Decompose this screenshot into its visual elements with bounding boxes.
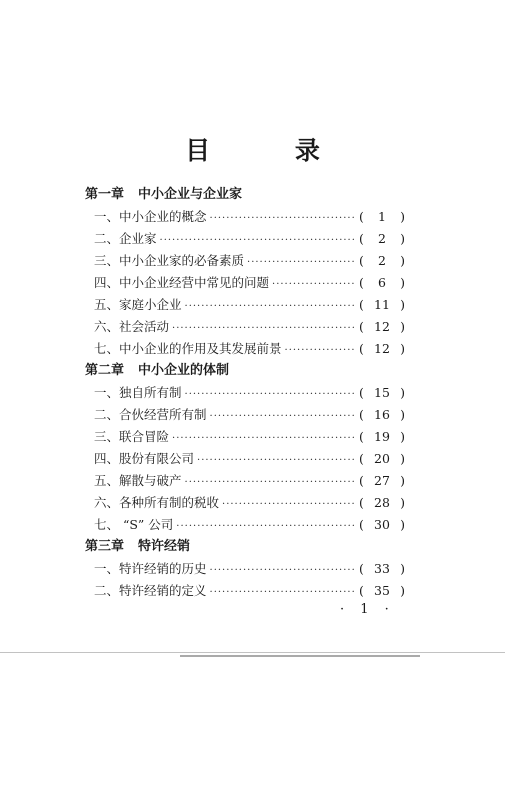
entry-page: ( 12 ): [359, 338, 405, 360]
dot-leader: [176, 516, 356, 538]
page-number: 15: [374, 385, 390, 400]
dot-leader: [197, 450, 356, 472]
toc-entry: [85, 316, 405, 338]
entry-label: 一、独自所有制: [94, 385, 182, 400]
page-number: 2: [378, 231, 386, 246]
entry-page: ( 35 ): [359, 580, 405, 602]
entry-label: 五、解散与破产: [94, 473, 182, 488]
dot-leader: [222, 494, 356, 516]
toc-entry: [85, 338, 405, 360]
entry-label: 五、家庭小企业: [94, 297, 182, 312]
dot-leader: [272, 274, 356, 296]
page-number: 20: [374, 451, 390, 466]
page-folio: · 1 ·: [340, 602, 395, 617]
entry-label: 六、社会活动: [94, 319, 170, 334]
toc-entry: [85, 558, 405, 580]
entry-page: ( 30 ): [359, 514, 405, 536]
page-number: 27: [374, 473, 390, 488]
entry-page: ( 33 ): [359, 558, 405, 580]
toc-entry: [85, 206, 405, 228]
chapter-name: 特许经销: [138, 539, 191, 554]
entry-page: ( 15 ): [359, 382, 405, 404]
entry-page: ( 12 ): [359, 316, 405, 338]
toc-entry: [85, 250, 405, 272]
entry-page: ( 6 ): [359, 272, 405, 294]
entry-page: ( 2 ): [359, 250, 405, 272]
entry-page: ( 27 ): [359, 470, 405, 492]
dot-leader: [172, 318, 356, 340]
page-number: 30: [374, 517, 390, 532]
entry-label: 三、中小企业家的必备素质: [94, 253, 245, 268]
chapter-name: 中小企业的体制: [138, 363, 230, 378]
dot-leader: [172, 428, 356, 450]
dot-leader: [285, 340, 356, 362]
chapter-number: 第一章: [85, 187, 125, 202]
entry-label: 七、中小企业的作用及其发展前景: [94, 341, 282, 356]
entry-page: ( 11 ): [359, 294, 405, 316]
page-number: 19: [374, 429, 390, 444]
scan-edge-line: [180, 655, 420, 657]
page-number: 11: [374, 297, 390, 312]
entry-label: 四、中小企业经营中常见的问题: [94, 275, 270, 290]
entry-label: 七、 “S” 公司: [94, 517, 174, 532]
page-number: 16: [374, 407, 390, 422]
page-number: 35: [374, 583, 390, 598]
entry-page: ( 16 ): [359, 404, 405, 426]
chapter-heading: [85, 360, 405, 382]
entry-label: 四、股份有限公司: [94, 451, 195, 466]
dot-leader: [185, 472, 356, 494]
toc-entry: [85, 492, 405, 514]
toc-entry: [85, 580, 405, 602]
chapter-number: 第三章: [85, 539, 125, 554]
table-of-contents: [85, 184, 405, 602]
dot-leader: [160, 230, 356, 252]
page-number: 28: [374, 495, 390, 510]
page-number: 12: [374, 341, 390, 356]
toc-entry: [85, 272, 405, 294]
dot-leader: [210, 560, 356, 582]
entry-page: ( 28 ): [359, 492, 405, 514]
dot-leader: [185, 384, 356, 406]
toc-entry: [85, 294, 405, 316]
entry-page: ( 19 ): [359, 426, 405, 448]
toc-entry: [85, 426, 405, 448]
chapter-heading: [85, 184, 405, 206]
toc-entry: [85, 470, 405, 492]
entry-page: ( 2 ): [359, 228, 405, 250]
toc-entry: [85, 382, 405, 404]
chapter-name: 中小企业与企业家: [138, 187, 243, 202]
entry-label: 三、联合冒险: [94, 429, 170, 444]
page-number: 2: [378, 253, 386, 268]
page-number: 33: [374, 561, 390, 576]
chapter-heading: [85, 536, 405, 558]
entry-label: 二、合伙经营所有制: [94, 407, 207, 422]
page-number: 1: [378, 209, 386, 224]
entry-label: 二、特许经销的定义: [94, 583, 207, 598]
dot-leader: [210, 406, 356, 428]
entry-page: ( 1 ): [359, 206, 405, 228]
scan-edge-line: [0, 652, 505, 653]
toc-entry: [85, 514, 405, 536]
entry-label: 六、各种所有制的税收: [94, 495, 220, 510]
page-number: 12: [374, 319, 390, 334]
dot-leader: [210, 582, 356, 604]
dot-leader: [247, 252, 356, 274]
dot-leader: [210, 208, 356, 230]
toc-entry: [85, 404, 405, 426]
dot-leader: [185, 296, 356, 318]
entry-label: 一、中小企业的概念: [94, 209, 207, 224]
chapter-number: 第二章: [85, 363, 125, 378]
entry-page: ( 20 ): [359, 448, 405, 470]
toc-entry: [85, 448, 405, 470]
toc-entry: [85, 228, 405, 250]
entry-label: 一、特许经销的历史: [94, 561, 207, 576]
page-title: 目 录: [185, 136, 358, 165]
page-number: 6: [378, 275, 386, 290]
entry-label: 二、企业家: [94, 231, 157, 246]
